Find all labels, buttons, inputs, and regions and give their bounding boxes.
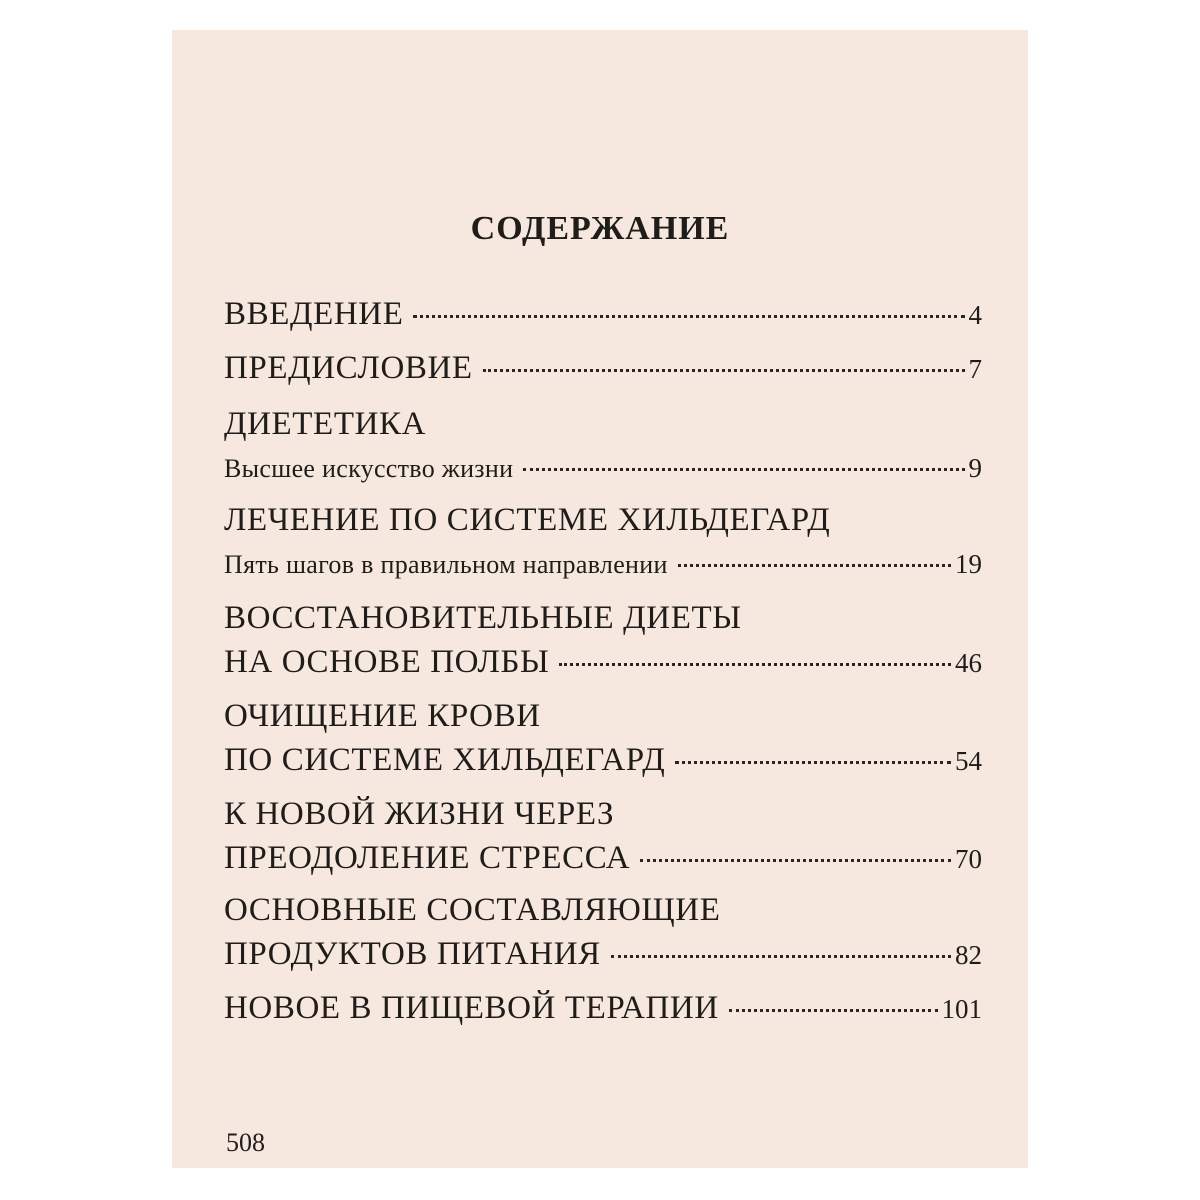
toc-entry-subtitle: Пять шагов в правильном направлении: [224, 550, 668, 579]
toc-entry-title: ОЧИЩЕНИЕ КРОВИ: [224, 698, 541, 734]
leader-dots: [611, 955, 951, 958]
toc-page-number: 19: [955, 549, 982, 579]
toc-entry-title: К НОВОЙ ЖИЗНИ ЧЕРЕЗ: [224, 796, 615, 832]
toc-entry-title: НОВОЕ В ПИЩЕВОЙ ТЕРАПИИ: [224, 990, 719, 1026]
toc-entry-title-continued: НА ОСНОВЕ ПОЛБЫ: [224, 644, 550, 680]
toc-entry-introduction[interactable]: [224, 296, 982, 333]
toc-entry-title-continued: ПРОДУКТОВ ПИТАНИЯ: [224, 936, 601, 972]
toc-entry-stress-second-row[interactable]: [224, 840, 982, 877]
leader-dots: [483, 369, 965, 372]
toc-entry-title: ДИЕТЕТИКА: [224, 406, 427, 442]
toc-entry-blood-cleansing[interactable]: [224, 698, 982, 735]
leader-dots: [640, 859, 951, 862]
page-folio-number: 508: [226, 1128, 265, 1157]
toc-entry-dietetics-subtitle-row[interactable]: [224, 453, 982, 484]
toc-entry-subtitle: Высшее искусство жизни: [224, 454, 514, 483]
toc-page-number: 70: [955, 844, 982, 874]
leader-dots: [523, 468, 964, 471]
page-title: СОДЕРЖАНИЕ: [470, 210, 730, 247]
toc-page-number: 9: [968, 453, 982, 483]
leader-dots: [413, 315, 964, 318]
toc-entry-preface[interactable]: [224, 350, 982, 387]
toc-page-number: 7: [968, 354, 982, 384]
toc-entry-title: ПРЕДИСЛОВИЕ: [224, 350, 473, 386]
toc-entry-hildegard-treatment-subtitle-row[interactable]: [224, 549, 982, 580]
toc-entry-recovery-diets-second-row[interactable]: [224, 644, 982, 681]
toc-entry-stress[interactable]: [224, 796, 982, 833]
toc-entry-title: ВВЕДЕНИЕ: [224, 296, 404, 332]
toc-entry-dietetics[interactable]: [224, 406, 982, 443]
toc-page-number: 4: [968, 300, 982, 330]
leader-dots: [678, 564, 951, 567]
toc-entry-title-continued: ПРЕОДОЛЕНИЕ СТРЕССА: [224, 840, 631, 876]
book-page: [172, 30, 1028, 1168]
toc-entry-title: ЛЕЧЕНИЕ ПО СИСТЕМЕ ХИЛЬДЕГАРД: [224, 502, 831, 538]
toc-entry-nutrition-components-second-row[interactable]: [224, 936, 982, 973]
toc-entry-title: ОСНОВНЫЕ СОСТАВЛЯЮЩИЕ: [224, 892, 721, 928]
leader-dots: [729, 1009, 938, 1012]
toc-entry-nutrition-components[interactable]: [224, 892, 982, 929]
toc-page-number: 46: [955, 648, 982, 678]
toc-entry-blood-cleansing-second-row[interactable]: [224, 742, 982, 779]
toc-page-number: 101: [941, 994, 982, 1024]
toc-entry-hildegard-treatment[interactable]: [224, 502, 982, 539]
toc-page-number: 54: [955, 746, 982, 776]
leader-dots: [675, 761, 951, 764]
toc-entry-title: ВОССТАНОВИТЕЛЬНЫЕ ДИЕТЫ: [224, 600, 742, 636]
toc-page-number: 82: [955, 940, 982, 970]
toc-entry-recovery-diets[interactable]: [224, 600, 982, 637]
leader-dots: [559, 663, 951, 666]
toc-entry-food-therapy[interactable]: [224, 990, 982, 1027]
toc-entry-title-continued: ПО СИСТЕМЕ ХИЛЬДЕГАРД: [224, 742, 666, 778]
